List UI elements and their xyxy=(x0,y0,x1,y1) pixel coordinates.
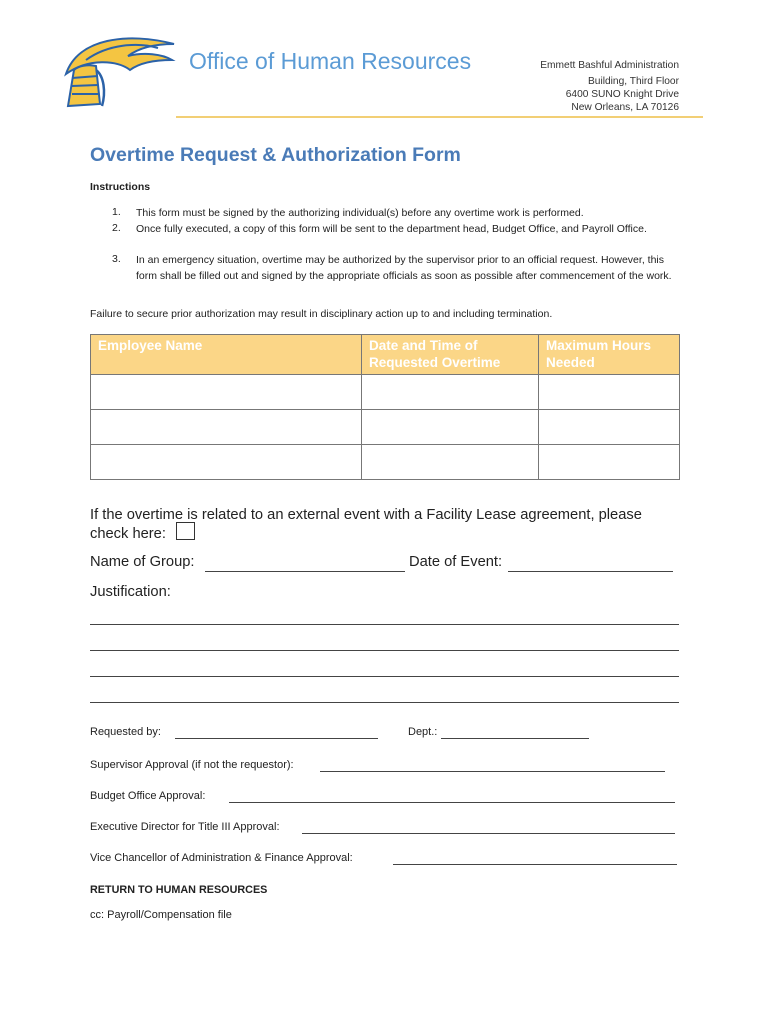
name-of-group-label: Name of Group: xyxy=(90,554,195,570)
exec-director-approval-field[interactable] xyxy=(302,833,675,834)
address-line: Building, Third Floor xyxy=(588,76,679,87)
justification-line[interactable] xyxy=(90,676,679,677)
supervisor-approval-field[interactable] xyxy=(320,771,665,772)
dept-field[interactable] xyxy=(441,738,589,739)
overtime-table xyxy=(90,334,680,480)
instruction-number: 3. xyxy=(112,253,121,265)
requested-by-label: Requested by: xyxy=(90,726,161,738)
instruction-text: In an emergency situation, overtime may be authorized by the supervisor prior to an official request. However, this form shall be filled out and signed by the appropriate officials as soon as possible after commencement of the work. xyxy=(136,254,672,282)
employee-name-cell[interactable] xyxy=(91,445,362,480)
instruction-number: 2. xyxy=(112,222,121,234)
exec-director-approval-label: Executive Director for Title III Approval: xyxy=(90,821,280,833)
budget-approval-label: Budget Office Approval: xyxy=(90,790,206,802)
date-time-cell[interactable] xyxy=(362,445,539,480)
requested-by-field[interactable] xyxy=(175,738,378,739)
table-row xyxy=(91,410,680,445)
employee-name-cell[interactable] xyxy=(91,410,362,445)
header-divider xyxy=(176,116,703,118)
column-header-employee-name: Employee Name xyxy=(91,335,362,375)
instruction-text: This form must be signed by the authorizing individual(s) before any overtime work is performed. xyxy=(136,207,584,219)
dept-label: Dept.: xyxy=(408,726,438,738)
address-line: New Orleans, LA 70126 xyxy=(571,102,679,113)
justification-line[interactable] xyxy=(90,650,679,651)
max-hours-cell[interactable] xyxy=(539,445,680,480)
supervisor-approval-label: Supervisor Approval (if not the requestor): xyxy=(90,759,294,771)
budget-approval-field[interactable] xyxy=(229,802,675,803)
instruction-number: 1. xyxy=(112,206,121,218)
column-header-max-hours: Maximum Hours Needed xyxy=(539,335,680,375)
instruction-text: Once fully executed, a copy of this form will be sent to the department head, Budget Office, and Payroll Office. xyxy=(136,223,647,235)
warning-text: Failure to secure prior authorization may result in disciplinary action up to and including termination. xyxy=(90,308,553,320)
table-row xyxy=(91,445,680,480)
date-of-event-field[interactable] xyxy=(508,571,673,572)
justification-label: Justification: xyxy=(90,584,171,600)
instructions-heading: Instructions xyxy=(90,181,151,193)
address-line: Emmett Bashful Administration xyxy=(540,60,679,71)
name-of-group-field[interactable] xyxy=(205,571,405,572)
justification-line[interactable] xyxy=(90,624,679,625)
column-header-date-time: Date and Time of Requested Overtime xyxy=(362,335,539,375)
return-instruction: RETURN TO HUMAN RESOURCES xyxy=(90,884,268,896)
justification-line[interactable] xyxy=(90,702,679,703)
form-title: Overtime Request & Authorization Form xyxy=(90,144,461,166)
vice-chancellor-approval-label: Vice Chancellor of Administration & Finance Approval: xyxy=(90,852,353,864)
facility-lease-checkbox[interactable] xyxy=(176,522,195,540)
max-hours-cell[interactable] xyxy=(539,375,680,410)
employee-name-cell[interactable] xyxy=(91,375,362,410)
table-row xyxy=(91,375,680,410)
max-hours-cell[interactable] xyxy=(539,410,680,445)
date-time-cell[interactable] xyxy=(362,375,539,410)
date-of-event-label: Date of Event: xyxy=(409,554,503,570)
knight-helmet-logo xyxy=(58,30,176,110)
facility-lease-question: If the overtime is related to an external event with a Facility Lease agreement, please check here: xyxy=(90,507,642,542)
cc-note: cc: Payroll/Compensation file xyxy=(90,909,232,921)
office-title: Office of Human Resources xyxy=(189,48,472,74)
vice-chancellor-approval-field[interactable] xyxy=(393,864,677,865)
date-time-cell[interactable] xyxy=(362,410,539,445)
address-line: 6400 SUNO Knight Drive xyxy=(565,89,679,100)
